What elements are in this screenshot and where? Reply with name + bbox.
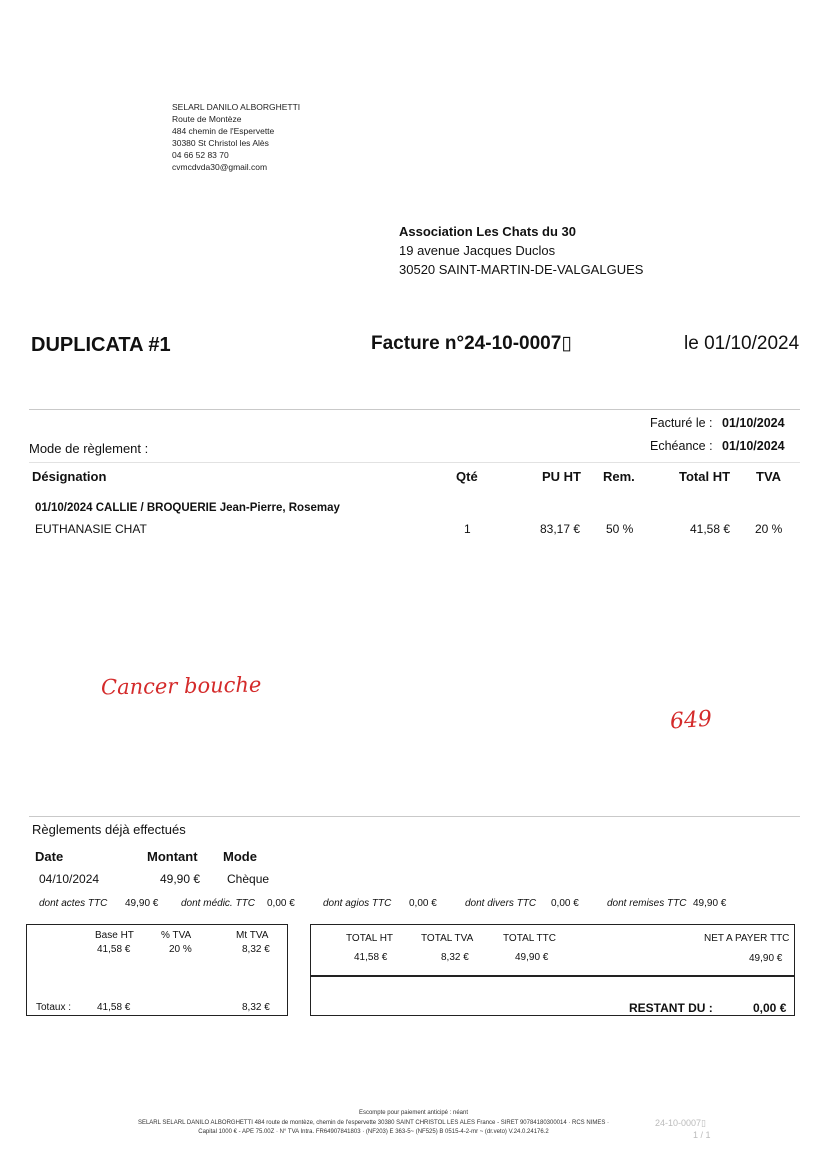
header-divider — [29, 409, 800, 410]
breakdown-medic-value: 0,00 € — [267, 898, 295, 909]
billed-label: Facturé le : — [650, 416, 713, 430]
breakdown-remises-value: 49,90 € — [693, 898, 727, 909]
vat-col-amount: Mt TVA — [236, 930, 269, 941]
vat-pct: 20 % — [169, 944, 192, 955]
col-qty: Qté — [456, 469, 478, 484]
vat-totals-amount: 8,32 € — [242, 1002, 270, 1013]
line-total-ht: 41,58 € — [690, 522, 731, 536]
breakdown-agios-label: dont agios TTC — [323, 898, 392, 909]
footer-escompte: Escompte pour paiement anticipé : néant — [358, 1110, 469, 1116]
billed-value: 01/10/2024 — [722, 416, 785, 430]
sender-block — [172, 101, 300, 173]
payments-title: Règlements déjà effectués — [32, 822, 186, 837]
invoice-title: Facture n°24-10-0007▯ — [371, 333, 572, 354]
due-value: 01/10/2024 — [722, 439, 785, 453]
col-rem: Rem. — [603, 469, 635, 484]
line-pu-ht: 83,17 € — [540, 522, 581, 536]
sender-address1: Route de Montèze — [172, 114, 242, 124]
payments-divider — [29, 816, 800, 817]
breakdown-actes-value: 49,90 € — [125, 898, 159, 909]
vat-col-base: Base HT — [95, 930, 134, 941]
total-ttc: 49,90 € — [515, 952, 549, 963]
footer-legal-2: Capital 1000 € - APE 75.00Z · N° TVA Intra. FR64907841803 · (NF203) E 363-5~ (NF525) B 0515-4-2-mr ~ (dr.veto) V.24.0.24176.2 — [198, 1129, 549, 1135]
payments-col-mode: Mode — [223, 849, 257, 864]
total-ht-label: TOTAL HT — [346, 933, 394, 944]
breakdown-remises-label: dont remises TTC — [607, 898, 687, 909]
col-designation: Désignation — [32, 469, 107, 484]
total-ht: 41,58 € — [354, 952, 388, 963]
breakdown-agios-value: 0,00 € — [409, 898, 437, 909]
sender-name: SELARL DANILO ALBORGHETTI — [172, 102, 301, 112]
sender-city: 30380 St Christol les Alès — [172, 138, 269, 148]
col-tva: TVA — [756, 469, 782, 484]
payment-mode-label: Mode de règlement : — [29, 441, 149, 456]
vat-amount: 8,32 € — [242, 944, 270, 955]
payments-col-date: Date — [35, 849, 64, 864]
sender-email: cvmcdvda30@gmail.com — [172, 162, 268, 172]
billed-date — [650, 416, 785, 430]
totals-divider — [311, 975, 794, 977]
invoice-date: le 01/10/2024 — [684, 333, 800, 354]
footer-page: 1 / 1 — [693, 1130, 711, 1140]
table-top-divider — [29, 462, 800, 463]
payment-mode: Chèque — [227, 872, 270, 886]
line-group-title: 01/10/2024 CALLIE / BROQUERIE Jean-Pierre, Rosemay — [35, 502, 340, 514]
line-tva: 20 % — [755, 522, 783, 536]
sender-address2: 484 chemin de l'Espervette — [172, 126, 275, 136]
total-ttc-label: TOTAL TTC — [503, 933, 556, 944]
vat-col-pct: % TVA — [161, 930, 192, 941]
col-pu-ht: PU HT — [542, 469, 581, 484]
payment-amount: 49,90 € — [160, 872, 201, 886]
vat-totals-label: Totaux : — [36, 1002, 72, 1013]
footer-legal-1: SELARL SELARL DANILO ALBORGHETTI 484 route de montèze, chemin de l'espervette 30380 SAINT CHRISTOL LES ALES France - SIRET 90784180300014 · RCS NIMES · — [137, 1120, 610, 1126]
total-tva: 8,32 € — [441, 952, 469, 963]
line-qty: 1 — [464, 522, 471, 536]
recipient-name: Association Les Chats du 30 — [399, 224, 576, 239]
payment-date: 04/10/2024 — [39, 872, 100, 886]
sender-phone: 04 66 52 83 70 — [172, 150, 229, 160]
breakdown-actes-label: dont actes TTC — [39, 898, 108, 909]
recipient-street: 19 avenue Jacques Duclos — [399, 243, 556, 258]
line-designation: EUTHANASIE CHAT — [35, 522, 147, 536]
handwritten-note: Cancer bouche — [100, 672, 262, 700]
vat-base: 41,58 € — [97, 944, 131, 955]
breakdown-divers-value: 0,00 € — [551, 898, 579, 909]
breakdown-medic-label: dont médic. TTC — [181, 898, 255, 909]
handwritten-number: 649 — [669, 706, 713, 735]
restant-amount: 0,00 € — [753, 1001, 787, 1015]
restant-label: RESTANT DU : — [629, 1001, 713, 1015]
vat-box — [26, 924, 288, 1016]
totals-box — [310, 924, 795, 1016]
due-date — [650, 439, 785, 453]
net-label: NET A PAYER TTC — [704, 933, 790, 944]
payments-col-amount: Montant — [147, 849, 198, 864]
breakdown-divers-label: dont divers TTC — [465, 898, 537, 909]
duplicata-title: DUPLICATA #1 — [31, 334, 171, 356]
due-label: Echéance : — [650, 439, 713, 453]
col-total-ht: Total HT — [679, 469, 731, 484]
footer-ref: 24-10-0007▯ — [655, 1118, 706, 1128]
line-rem: 50 % — [606, 522, 634, 536]
net-amount: 49,90 € — [749, 953, 783, 964]
vat-totals-base: 41,58 € — [97, 1002, 131, 1013]
recipient-city: 30520 SAINT-MARTIN-DE-VALGALGUES — [399, 262, 644, 277]
recipient-block — [399, 222, 643, 279]
total-tva-label: TOTAL TVA — [421, 933, 474, 944]
